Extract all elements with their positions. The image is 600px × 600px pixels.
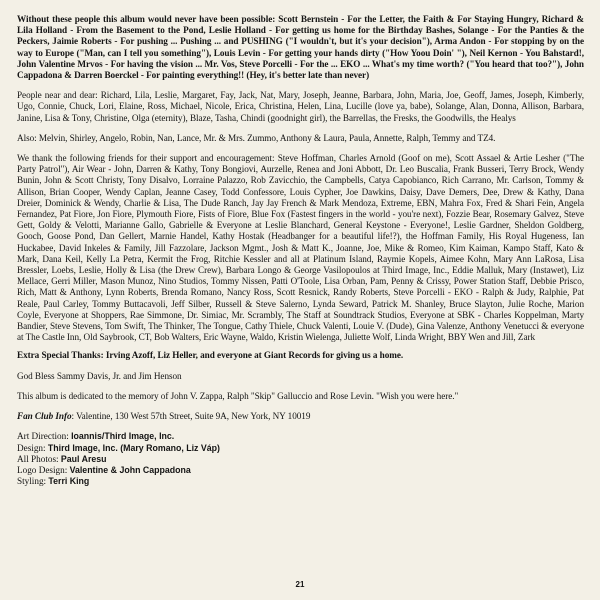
page-number: 21 [295,580,305,589]
credit-line [17,465,584,476]
credit-line [17,476,584,487]
fan-club-address: : Valentine, 130 West 57th Street, Suite 9A, New York, NY 10019 [71,411,311,422]
credit-role: Design: [17,442,48,453]
thanks-paragraph: We thank the following friends for their support and encouragement: Steve Hoffman, Charles Arnold (Goof on me), Scott Assael & Artie Lesher ("The Party Patrol"), Air Wear - John, Darren & Kathy, Tony Bongiovi, Aurzelle, Renea and Joni Abbott, Dr. Leo Buscalia, Frank Busseri, Terry Brock, Wendy Bunin, John & Scott Christy, Tony Disalvo, Lorraine Palazzo, Rob Zavicchio, the Campbells, Catya Capobianco, Rich Carrano, Mr. Carlson, Tommy & Allison, Brian Cooper, Wendy Caplan, Jeanne Casey, Todd Confessore, Louis Cypher, Joe Dawkins, Daisy, Dave Demers, Dee, Drew & Kathy, Dana Dreier, Dominick & Wendy, Charlie & Lisa, The Dude Ranch, Jay Jay French & Mark Mendoza, Extreme, EBN, Mahra Fox, Fred & Shari Fein, Angela Fernandez, Pat Fiore, Jon Fiore, Plymouth Fiore, Fists of Fiore, Blue Fox (Fastest fingers in the world - you're next), Fozzie Bear, Rosemary Galvez, Steve Gett, Goldy & Velotti, Marianne Gallo, Gabrielle & Everyone at Leslie Blanchard, General Keystone - Everyone!, Leslie Gardner, Sheldon Goldberg, Gooch, Goose Pond, Dan Gellert, Marnie Handel, Kathy Hostak (Headbanger for a beautiful life!?), the Hoffman Family, His Royal Hugeness, Ian Huckabee, David Inkeles & Family, Jill Fazzolare, Jackson Mgmt., Josh & Matt K., Joanne, Joe, Mike & Romeo, Kim Kaiman, Kampo Staff, Kato & Mark, Dana Keil, Kelly La Petra, Kermit the Frog, Ritchie Kessler and all at Platinum Island, Raymie Kopels, Aimee Kohn, Mary Ann LaRosa, Lisa Bressler, Loebs, Leslie, Holly & Lisa (the Drew Crew), Barbara Longo & George Vasilopoulos at Third Image, Inc., Eddie Malluk, Mary (Instawet), Liz Mellace, Gerri Miller, Mason Munoz, Nino Studios, Tommy Nissen, Patti O'Toole, Lisa Orban, Pam, Penny & Crissy, Power Station Staff, Debbie Prisco, Rich, Matt & Anthony, Lynn Roberts, Brenda Romano, Nancy Ross, Scott Resnick, Randy Roberts, Steve Porcelli - EKO - Ralph & Judy, Ralphie, Pat Reale, Paul Carley, Tommy Buttacavoli, Jeff Silber, Russell & Steve Salerno, Lynda Seward, Patrick M. Shanley, Bruce Slayton, Julie Roche, Marion Coyle, Everyone at Shoppers, Rae Simmone, Dr. Simiac, Mr. Scrambly, The Staff at Soundtrack Studios, Everyone at SBK - Charles Koppelman, Marty Bandier, Steve Stevens, Tom Swift, The Thinker, The Tongue, Cathy Thiele, Chuck Valenti, Louie V. (Dude), Gina Valenze, Anthony Venetucci & everyone at The Castle Inn, Old Saybrook, CT, Bob Walters, Eric Wayne, Waldo, Kristin Wielenga, Juliette Wolf, Linda Wright, BBY Wen and Jill, Zark [17,153,584,343]
credit-role: Art Direction: [17,431,72,442]
credit-line [17,443,584,454]
credits-block [17,431,584,487]
credit-value: Terri King [48,476,90,487]
fan-club-line [17,411,584,422]
credit-value: Valentine & John Cappadona [69,464,191,475]
special-thanks-paragraph: Extra Special Thanks: Irving Azoff, Liz Heller, and everyone at Giant Records for giving us a home. [17,350,404,361]
credit-value: Paul Aresu [60,453,107,464]
credit-line [17,431,584,442]
people-near-dear-paragraph: People near and dear: Richard, Lila, Leslie, Margaret, Fay, Jack, Nat, Mary, Joseph, Jeanne, Barbara, John, Maria, Joe, Geoff, James, Joseph, Kimberly, Ugo, Connie, Chuck, Lori, Elaine, Ross, Michael, Nicole, Erica, Christina, Helen, Lina, Lucille (love ya, babe), Solange, Alan, Donna, Allison, Barbara, Janine, Lisa & Tony, Christine, Olga (eternity), Blaze, Tasha, Chindi (goodnight girl), the Barrellas, the Fresks, the Goodwills, the Healys [17,90,584,123]
credit-value: Third Image, Inc. (Mary Romano, Liz Váp) [47,442,220,453]
god-bless-line: God Bless Sammy Davis, Jr. and Jim Henson [17,370,182,381]
credit-line [17,454,584,465]
credit-value: Ioannis/Third Image, Inc. [71,431,175,442]
dedication-line: This album is dedicated to the memory of John V. Zappa, Ralph "Skip" Galluccio and Rose Levin. "Wish you were here." [17,390,459,401]
credit-role: All Photos: [17,453,61,464]
also-paragraph: Also: Melvin, Shirley, Angelo, Robin, Nan, Lance, Mr. & Mrs. Zummo, Anthony & Laura, Paula, Annette, Ralph, Temmy and TZ4. [17,132,496,143]
credit-role: Styling: [17,476,49,487]
credit-role: Logo Design: [17,464,70,475]
fan-club-label: Fan Club Info [17,411,72,422]
intro-paragraph: Without these people this album would never have been possible: Scott Bernstein - For the Letter, the Faith & For Staying Hungry, Richard & Lila Holland - From the Basement to the Pond, Leslie Holland - For getting us home for the Birthday Bashes, Solange - For the Panties & the Peckers, Jaimie Roberts - For pushing ... Pushing ... and PUSHING ("I wouldn't, but it's your decision"), Arma Andon - For stopping by on the way to Europe ("Man, can I tell you something"), Louis Levin - For getting your hands dirty ("How Yoou Doin' "), Neil Kernon - You Bahstard!, John Valentine Mrvos - For having the vision ... Mr. Vos, Steve Porcelli - For the ... EKO ... What's my time worth? ("You heard that too?"), John Cappadona & Darren Boerckel - For painting everything!! (Hey, it's better late than never) [17,14,584,81]
